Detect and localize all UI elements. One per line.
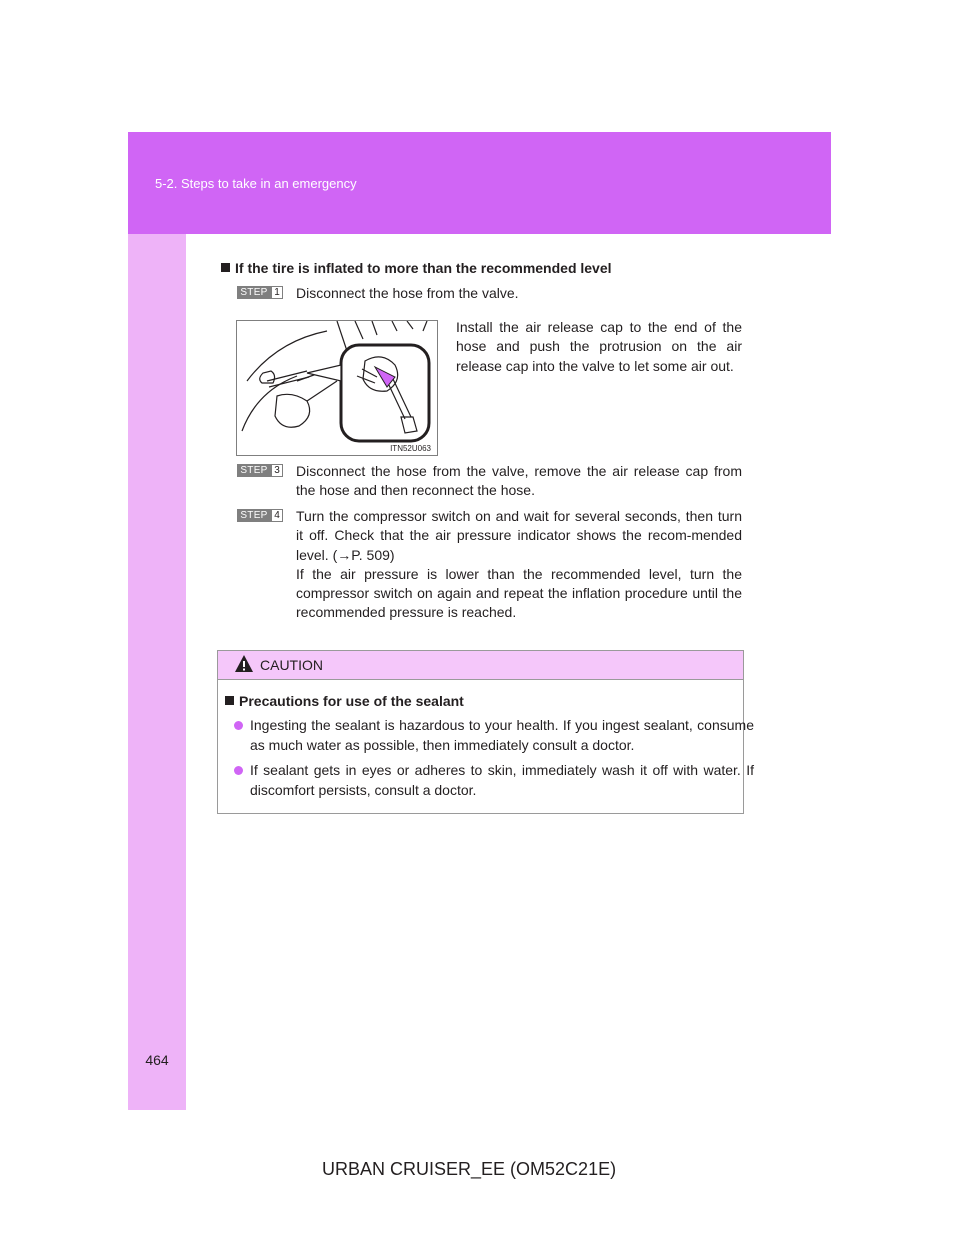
warning-triangle-icon	[234, 654, 254, 674]
step-number: 1	[271, 286, 283, 299]
caution-title-text: Precautions for use of the sealant	[239, 693, 464, 709]
tire-valve-illustration	[236, 320, 438, 456]
caution-item-text: Ingesting the sealant is hazardous to your health. If you ingest sealant, consume as much water as possible, then immediately consult a doctor.	[250, 717, 754, 753]
step-label: STEP	[237, 286, 271, 299]
caution-item-text: If sealant gets in eyes or adheres to skin, immediately wash it off with water. If discomfort persists, consult a doctor.	[250, 762, 754, 798]
caution-box	[217, 650, 754, 814]
step-badge-1	[237, 286, 283, 299]
step-badge-4	[237, 509, 283, 522]
step-badge-3	[237, 464, 283, 477]
step-label: STEP	[237, 509, 271, 522]
caution-title	[225, 693, 464, 709]
bullet-dot-icon	[234, 766, 243, 775]
footer-model-code: URBAN CRUISER_EE (OM52C21E)	[322, 1159, 617, 1179]
step-4-paragraph-2: If the air pressure is lower than the recommended level, turn the compressor switch on again and repeat the inflation procedure until the recommended pressure is reached.	[296, 565, 742, 621]
section-heading	[221, 260, 612, 276]
square-bullet-icon	[225, 696, 234, 705]
step-3-text: Disconnect the hose from the valve, remove the air release cap from the hose and then reconnect the hose.	[296, 463, 742, 499]
section-heading-text: If the tire is inflated to more than the recommended level	[235, 260, 612, 276]
step-2-text: Install the air release cap to the end of the hose and push the protrusion on the air release cap into the valve to let some air out.	[456, 319, 742, 374]
step-1-text: Disconnect the hose from the valve.	[296, 285, 519, 301]
step-4-text	[296, 507, 742, 623]
bullet-dot-icon	[234, 721, 243, 730]
caution-label: CAUTION	[260, 657, 323, 673]
step-label: STEP	[237, 464, 271, 477]
section-title: 5-2. Steps to take in an emergency	[155, 176, 357, 191]
square-bullet-icon	[221, 263, 230, 272]
caution-header	[218, 651, 743, 680]
step-number: 4	[271, 509, 283, 522]
step-number: 3	[271, 464, 283, 477]
tire-valve-drawing	[237, 321, 437, 455]
step-4-paragraph-1: Turn the compressor switch on and wait for several seconds, then turn it off. Check that the air pressure indicator shows the recom-mended level. (→P. 509)	[296, 508, 742, 563]
figure-code: ITN52U063	[390, 444, 431, 453]
page-number: 464	[145, 1052, 169, 1068]
side-strip	[128, 234, 186, 1110]
